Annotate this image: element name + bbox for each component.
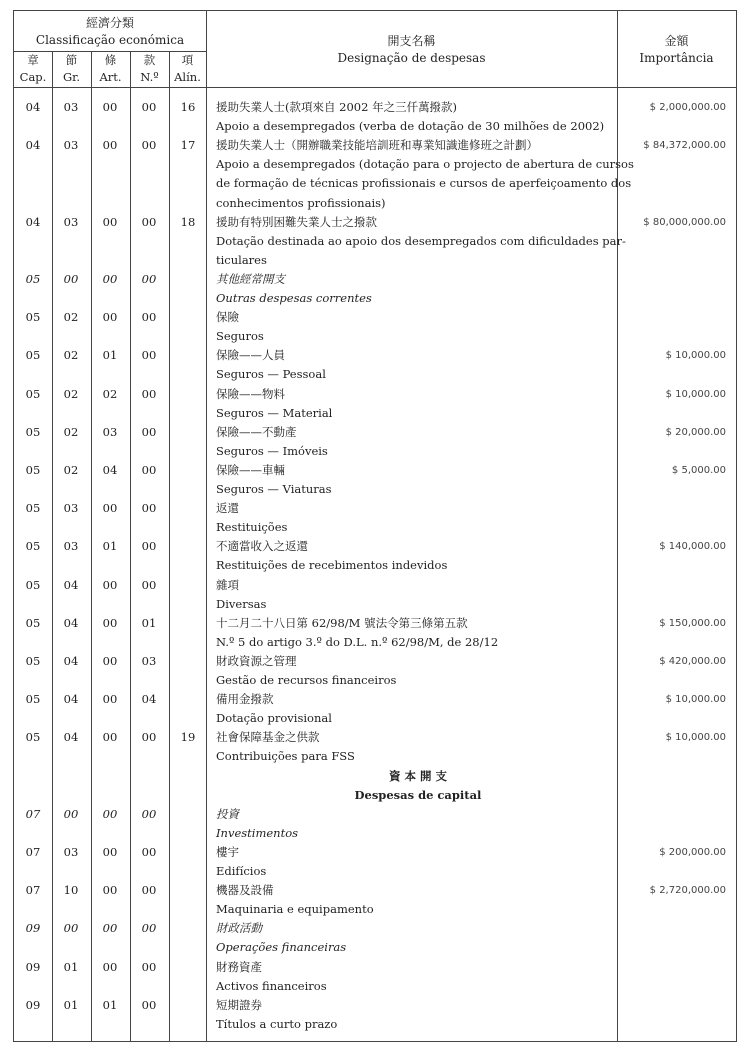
code-cell: 02 — [102, 386, 118, 401]
description-cell: 保險 — [216, 310, 239, 325]
table-row — [14, 518, 736, 537]
code-cell: 03 — [63, 138, 79, 153]
code-cell: 00 — [141, 462, 157, 477]
description-cell: 保險——人員 — [216, 348, 285, 363]
code-cell: 03 — [102, 424, 118, 439]
table-row — [14, 977, 736, 996]
col-gr-pt: Gr. — [62, 70, 81, 84]
code-cell: 04 — [25, 214, 41, 229]
description-cell: Diversas — [216, 596, 267, 611]
code-cell: 07 — [25, 806, 41, 821]
table-row — [14, 385, 736, 404]
desc-header-pt: Designação de despesas — [337, 51, 486, 65]
code-cell: 00 — [102, 214, 118, 229]
code-cell: 00 — [141, 883, 157, 898]
code-cell: 04 — [25, 138, 41, 153]
table-row — [14, 1015, 736, 1034]
code-cell: 05 — [25, 692, 41, 707]
code-cell: 00 — [141, 100, 157, 114]
description-cell: ticulares — [216, 252, 267, 267]
col-no-zh: 款 — [143, 53, 156, 67]
table-row — [14, 690, 736, 709]
description-cell: Apoio a desempregados (verba de dotação de 30 milhões de 2002) — [216, 119, 605, 134]
code-cell: 00 — [102, 577, 118, 592]
description-cell: 援助失業人士（開辦職業技能培訓班和專業知識進修班之計劃） — [216, 138, 538, 153]
code-cell: 00 — [63, 271, 79, 286]
description-cell: Seguros — Pessoal — [216, 367, 326, 382]
col-alin-header — [169, 52, 206, 86]
code-cell: 00 — [102, 310, 118, 325]
table-row — [14, 633, 736, 652]
description-cell: conhecimentos profissionais) — [216, 195, 386, 210]
amount-cell: $ 140,000.00 — [659, 541, 726, 553]
table-row — [14, 919, 736, 938]
code-cell: 05 — [25, 539, 41, 554]
amount-cell: $ 150,000.00 — [659, 617, 726, 629]
code-cell: 19 — [180, 730, 196, 745]
code-cell: 10 — [63, 883, 79, 898]
table-row — [14, 996, 736, 1015]
code-cell: 00 — [63, 806, 79, 821]
amount-cell: $ 10,000.00 — [665, 694, 726, 706]
code-cell: 07 — [25, 883, 41, 898]
amount-cell: $ 420,000.00 — [659, 655, 726, 667]
description-cell: 樓宇 — [216, 844, 239, 859]
amount-cell: $ 84,372,000.00 — [643, 140, 726, 152]
description-cell: de formação de técnicas profissionais e cursos de aperfeiçoamento dos — [216, 176, 632, 191]
description-cell: Títulos a curto prazo — [216, 1016, 338, 1031]
description-cell: 社會保障基金之供款 — [216, 730, 320, 745]
classif-header — [14, 15, 206, 49]
code-cell: 05 — [25, 730, 41, 745]
table-row — [14, 805, 736, 824]
table-row — [14, 938, 736, 957]
table-row — [14, 767, 736, 786]
description-cell: N.º 5 do artigo 3.º do D.L. n.º 62/98/M, de 28/12 — [216, 634, 499, 649]
code-cell: 00 — [141, 539, 157, 554]
code-cell: 04 — [63, 577, 79, 592]
table-row — [14, 117, 736, 136]
description-cell: 財政活動 — [216, 921, 262, 936]
amount-cell: $ 80,000,000.00 — [643, 216, 726, 228]
amount-cell: $ 5,000.00 — [671, 464, 726, 476]
code-cell: 00 — [141, 424, 157, 439]
code-cell: 00 — [141, 348, 157, 363]
header-divider — [14, 87, 736, 88]
description-cell: 保險——物料 — [216, 386, 285, 401]
code-cell: 05 — [25, 653, 41, 668]
code-cell: 01 — [102, 348, 118, 363]
description-cell: 機器及設備 — [216, 883, 274, 898]
col-art-header — [91, 52, 130, 86]
code-cell: 00 — [141, 214, 157, 229]
table-row — [14, 537, 736, 556]
code-cell: 03 — [141, 653, 157, 668]
col-art-pt: Art. — [99, 70, 122, 84]
code-cell: 00 — [141, 310, 157, 325]
code-cell: 05 — [25, 310, 41, 325]
description-cell: Seguros — Imóveis — [216, 443, 328, 458]
description-cell: 返還 — [216, 501, 239, 516]
code-cell: 05 — [25, 501, 41, 516]
table-row — [14, 900, 736, 919]
code-cell: 04 — [63, 653, 79, 668]
code-cell: 18 — [180, 214, 196, 229]
col-no-header — [130, 52, 169, 86]
table-row — [14, 404, 736, 423]
code-cell: 00 — [141, 997, 157, 1012]
code-cell: 02 — [63, 424, 79, 439]
code-cell: 00 — [141, 959, 157, 974]
table-row — [14, 136, 736, 155]
amount-cell: $ 10,000.00 — [665, 350, 726, 362]
code-cell: 04 — [63, 615, 79, 630]
code-cell: 00 — [141, 730, 157, 745]
desc-header — [206, 33, 617, 67]
table-row — [14, 958, 736, 977]
table-row — [14, 289, 736, 308]
table-row — [14, 652, 736, 671]
code-cell: 03 — [63, 539, 79, 554]
code-cell: 00 — [141, 844, 157, 859]
amount-header-zh: 金額 — [664, 34, 689, 48]
code-cell: 04 — [63, 692, 79, 707]
table-row — [14, 423, 736, 442]
table-row — [14, 308, 736, 327]
description-cell: Activos financeiros — [216, 978, 327, 993]
code-cell: 04 — [63, 730, 79, 745]
code-cell: 05 — [25, 348, 41, 363]
table-row — [14, 251, 736, 270]
description-cell: Gestão de recursos financeiros — [216, 673, 397, 687]
code-cell: 00 — [141, 577, 157, 592]
table-row — [14, 824, 736, 843]
description-cell: Seguros — Material — [216, 405, 333, 420]
amount-cell: $ 2,000,000.00 — [649, 102, 726, 113]
description-cell: Seguros — [216, 329, 264, 344]
amount-cell: $ 10,000.00 — [665, 388, 726, 400]
table-row — [14, 270, 736, 289]
code-cell: 17 — [180, 138, 196, 153]
code-cell: 16 — [180, 100, 196, 114]
code-cell: 03 — [63, 100, 79, 114]
code-cell: 03 — [63, 214, 79, 229]
col-art-zh: 條 — [104, 53, 117, 67]
code-cell: 00 — [102, 653, 118, 668]
table-row — [14, 461, 736, 480]
table-row — [14, 499, 736, 518]
code-cell: 00 — [102, 615, 118, 630]
code-cell: 00 — [102, 959, 118, 974]
table-row — [14, 174, 736, 193]
code-cell: 00 — [102, 844, 118, 859]
col-cap-header — [14, 52, 52, 86]
amount-cell: $ 10,000.00 — [665, 732, 726, 744]
description-cell: 保險——車輛 — [216, 462, 285, 477]
code-cell: 01 — [102, 539, 118, 554]
description-cell: 其他經常開支 — [216, 271, 285, 286]
code-cell: 01 — [63, 959, 79, 974]
code-cell: 07 — [25, 844, 41, 859]
table-row — [14, 709, 736, 728]
table-row — [14, 155, 736, 174]
amount-cell: $ 200,000.00 — [659, 846, 726, 858]
table-row — [14, 98, 736, 117]
description-cell: 財政資源之管理 — [216, 653, 297, 668]
description-cell: 投資 — [216, 806, 239, 821]
code-cell: 04 — [102, 462, 118, 477]
table-row — [14, 442, 736, 461]
code-cell: 05 — [25, 462, 41, 477]
code-cell: 01 — [102, 997, 118, 1012]
code-cell: 09 — [25, 997, 41, 1012]
code-cell: 04 — [25, 100, 41, 114]
col-alin-zh: 項 — [181, 53, 194, 67]
code-cell: 00 — [141, 921, 157, 936]
description-cell: 不適當收入之返還 — [216, 539, 308, 554]
table-row — [14, 881, 736, 900]
code-cell: 09 — [25, 959, 41, 974]
description-cell: Outras despesas correntes — [216, 291, 372, 305]
table-row — [14, 786, 736, 805]
code-cell: 03 — [63, 844, 79, 859]
code-cell: 00 — [141, 271, 157, 286]
col-cap-zh: 章 — [27, 53, 39, 67]
code-cell: 00 — [102, 100, 118, 114]
code-cell: 01 — [141, 615, 157, 630]
table-row — [14, 728, 736, 747]
code-cell: 05 — [25, 577, 41, 592]
table-row — [14, 595, 736, 614]
description-cell: Edifícios — [216, 864, 267, 878]
code-cell: 03 — [63, 501, 79, 516]
code-cell: 05 — [25, 271, 41, 286]
code-cell: 00 — [102, 692, 118, 707]
code-cell: 02 — [63, 462, 79, 477]
code-cell: 00 — [102, 271, 118, 286]
code-cell: 00 — [102, 501, 118, 516]
description-cell: 短期證券 — [216, 997, 262, 1012]
code-cell: 00 — [63, 921, 79, 936]
table-row — [14, 556, 736, 575]
description-cell: Dotação provisional — [216, 711, 332, 726]
description-cell: 雜項 — [216, 577, 239, 592]
table-row — [14, 346, 736, 365]
code-cell: 00 — [141, 386, 157, 401]
code-cell: 00 — [102, 730, 118, 745]
description-cell: Apoio a desempregados (dotação para o projecto de abertura de cursos — [216, 157, 634, 172]
code-cell: 05 — [25, 424, 41, 439]
table-row — [14, 194, 736, 213]
description-cell: 財務資產 — [216, 959, 262, 974]
description-cell: Investimentos — [216, 825, 299, 840]
table-row — [14, 862, 736, 881]
amount-cell: $ 20,000.00 — [665, 426, 726, 438]
code-cell: 01 — [63, 997, 79, 1012]
table-row — [14, 213, 736, 232]
description-cell: Seguros — Viaturas — [216, 482, 332, 496]
table-row — [14, 747, 736, 766]
table-row — [14, 327, 736, 346]
col-alin-pt: Alín. — [174, 70, 201, 84]
amount-header — [617, 33, 736, 67]
table-row — [14, 365, 736, 384]
code-cell: 00 — [141, 501, 157, 516]
amount-cell: $ 2,720,000.00 — [649, 885, 726, 897]
code-cell: 00 — [141, 138, 157, 153]
table-row — [14, 576, 736, 595]
description-cell: Restituições de recebimentos indevidos — [216, 558, 448, 573]
code-cell: 02 — [63, 348, 79, 363]
table-row — [14, 843, 736, 862]
budget-table — [13, 10, 737, 1042]
table-row — [14, 480, 736, 499]
code-cell: 02 — [63, 310, 79, 325]
description-cell: Restituições — [216, 520, 288, 535]
amount-header-pt: Importância — [639, 51, 714, 65]
description-cell: Operações financeiras — [216, 940, 347, 955]
description-cell: 援助有特別困難失業人士之撥款 — [216, 214, 377, 229]
classif-header-pt: Classificação económica — [35, 33, 185, 47]
description-cell: 備用金撥款 — [216, 692, 274, 707]
code-cell: 04 — [141, 692, 157, 707]
code-cell: 00 — [102, 138, 118, 153]
table-row — [14, 232, 736, 251]
description-cell: Maquinaria e equipamento — [216, 902, 374, 917]
description-cell: Dotação destinada ao apoio dos desempregados com dificuldades par- — [216, 233, 626, 248]
code-cell: 00 — [141, 806, 157, 821]
table-row — [14, 614, 736, 633]
col-no-pt: N.º — [140, 70, 159, 84]
description-cell: 援助失業人士(款項來自 2002 年之三仟萬撥款) — [216, 100, 458, 114]
code-cell: 09 — [25, 921, 41, 936]
code-cell: 00 — [102, 883, 118, 898]
col-cap-pt: Cap. — [19, 70, 47, 84]
section-title: 資 本 開 支 — [388, 768, 447, 783]
description-cell: Contribuições para FSS — [216, 749, 355, 764]
code-cell: 05 — [25, 386, 41, 401]
col-gr-header — [52, 52, 91, 86]
code-cell: 05 — [25, 615, 41, 630]
col-gr-zh: 節 — [65, 53, 78, 67]
table-row — [14, 671, 736, 690]
code-cell: 00 — [102, 806, 118, 821]
code-cell: 02 — [63, 386, 79, 401]
description-cell: 保險——不動產 — [216, 424, 297, 439]
description-cell: 十二月二十八日第 62/98/M 號法令第三條第五款 — [216, 615, 468, 630]
classif-header-zh: 經濟分類 — [85, 16, 134, 30]
desc-header-zh: 開支名稱 — [387, 34, 436, 48]
section-title: Despesas de capital — [354, 787, 482, 802]
code-cell: 00 — [102, 921, 118, 936]
